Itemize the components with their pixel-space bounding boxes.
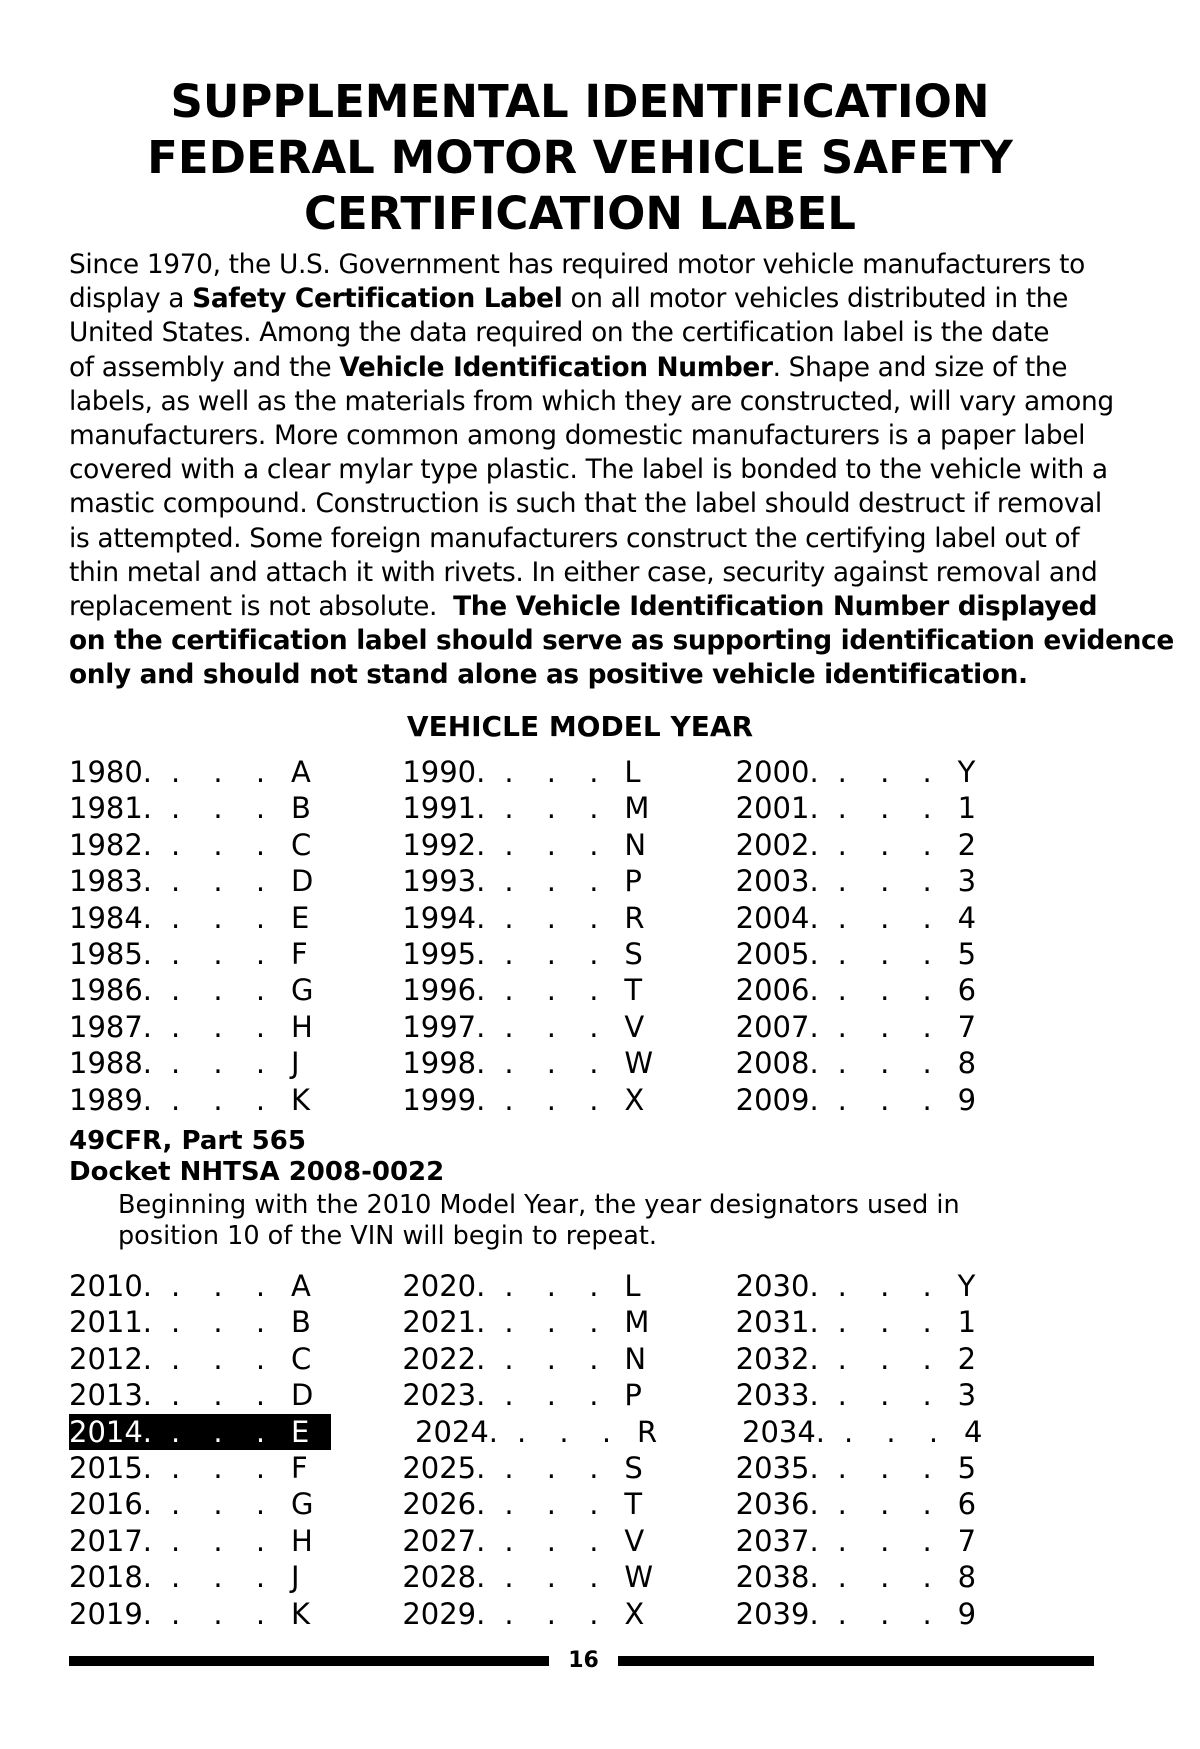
model-year: 1988. [69, 1046, 153, 1081]
leader-dots: . . . [171, 1305, 278, 1340]
leader-dots: . . . [171, 1341, 278, 1376]
model-year: 1997. [402, 1009, 486, 1044]
leader-dots: . . . [171, 900, 278, 935]
intro-paragraph [69, 248, 1174, 693]
year-code: C [291, 1341, 312, 1376]
year-code: 4 [957, 900, 977, 935]
model-year: 2026. [402, 1487, 486, 1522]
model-year: 2011. [69, 1305, 153, 1340]
year-entry [69, 1341, 402, 1377]
year-entry [69, 1450, 402, 1486]
leader-dots: . . . [171, 1560, 278, 1595]
year-code: T [624, 973, 643, 1008]
year-entry [402, 1486, 735, 1522]
year-entry [402, 1304, 735, 1340]
year-row [69, 1304, 1069, 1340]
year-entry [69, 790, 402, 826]
model-year: 1990. [402, 755, 486, 789]
year-code: 3 [957, 864, 977, 899]
model-year: 2004. [735, 900, 819, 935]
leader-dots: . . . [171, 827, 278, 862]
year-entry [69, 1377, 402, 1413]
title-line: FEDERAL MOTOR VEHICLE SAFETY [147, 131, 1013, 184]
year-entry [736, 1450, 1069, 1486]
leader-dots: . . . [837, 900, 944, 935]
model-year: 1981. [69, 791, 153, 826]
year-entry [402, 1341, 735, 1377]
year-code: 5 [957, 936, 977, 971]
leader-dots: . . . [171, 936, 278, 971]
year-entry [736, 754, 1069, 790]
leader-dots: . . . [504, 1596, 611, 1631]
year-code: 3 [957, 1378, 977, 1413]
intro-line: labels, as well as the materials from which they are constructed, will vary among [69, 385, 1114, 417]
leader-dots: . . . [171, 1082, 278, 1117]
year-entry [402, 1559, 735, 1595]
year-entry [69, 972, 402, 1008]
model-year: 2029. [402, 1596, 486, 1631]
year-code: 8 [957, 1560, 977, 1595]
year-code: B [291, 1305, 311, 1340]
model-year: 2007. [735, 1009, 819, 1044]
year-entry [69, 1559, 402, 1595]
model-year: 2001. [735, 791, 819, 826]
model-year: 2003. [735, 864, 819, 899]
leader-dots: . . . [171, 1414, 278, 1449]
year-code: E [291, 900, 310, 935]
leader-dots: . . . [171, 1269, 278, 1303]
intro-line: covered with a clear mylar type plastic. The label is bonded to the vehicle with a [69, 454, 1108, 486]
model-year: 2023. [402, 1378, 486, 1413]
leader-dots: . . . [837, 864, 944, 899]
year-row [69, 1009, 1069, 1045]
leader-dots: . . . [504, 1082, 611, 1117]
year-row [69, 754, 1069, 790]
year-code: K [291, 1596, 311, 1631]
leader-dots: . . . [837, 1082, 944, 1117]
year-row [69, 1414, 1069, 1450]
intro-text: display a [69, 283, 193, 315]
year-code: B [291, 791, 311, 826]
intro-line: thin metal and attach it with rivets. In either case, security against removal and [69, 556, 1098, 588]
intro-text: . Shape and size of the [772, 351, 1068, 383]
year-code: 9 [957, 1082, 977, 1117]
model-year: 2006. [735, 973, 819, 1008]
year-entry [736, 1082, 1069, 1118]
leader-dots: . . . [837, 1378, 944, 1413]
leader-dots: . . . [171, 973, 278, 1008]
leader-dots: . . . [504, 864, 611, 899]
model-year: 1994. [402, 900, 486, 935]
year-code: 7 [957, 1523, 977, 1558]
model-year: 2035. [735, 1450, 819, 1485]
model-year: 1995. [402, 936, 486, 971]
year-code: 5 [957, 1450, 977, 1485]
model-year: 1993. [402, 864, 486, 899]
year-entry [69, 1009, 402, 1045]
regulation-reference [69, 1126, 444, 1188]
year-code: 8 [957, 1046, 977, 1081]
year-entry [69, 1596, 402, 1632]
year-row [69, 1082, 1069, 1118]
year-entry [402, 863, 735, 899]
year-code: X [624, 1596, 645, 1631]
year-entry [415, 1414, 742, 1450]
year-code: R [637, 1414, 658, 1449]
model-year: 1983. [69, 864, 153, 899]
year-entry [69, 827, 402, 863]
year-entry [69, 863, 402, 899]
intro-line: on the certification label should serve as supporting identification evidence [69, 625, 1174, 657]
year-code: 9 [957, 1596, 977, 1631]
year-code: H [291, 1009, 313, 1044]
model-year: 2025. [402, 1450, 486, 1485]
leader-dots: . . . [837, 1560, 944, 1595]
model-year-table-2010-2039 [69, 1268, 1069, 1632]
year-row [69, 1486, 1069, 1522]
model-year: 2021. [402, 1305, 486, 1340]
year-code: 1 [957, 1305, 977, 1340]
leader-dots: . . . [837, 1450, 944, 1485]
intro-line: Since 1970, the U.S. Government has required motor vehicle manufacturers to [69, 249, 1085, 280]
note-line: Beginning with the 2010 Model Year, the year designators used in [118, 1190, 960, 1220]
leader-dots: . . . [504, 973, 611, 1008]
model-year: 2032. [735, 1341, 819, 1376]
leader-dots: . . . [837, 791, 944, 826]
model-year-heading: VEHICLE MODEL YEAR [406, 710, 754, 743]
leader-dots: . . . [171, 1487, 278, 1522]
year-code: 4 [964, 1414, 983, 1449]
year-code: N [624, 1341, 647, 1376]
year-entry [402, 1009, 735, 1045]
year-code: S [624, 936, 643, 971]
year-entry [69, 1268, 402, 1304]
model-year: 2016. [69, 1487, 153, 1522]
year-entry [736, 827, 1069, 863]
year-code: A [291, 755, 311, 789]
year-code: M [624, 1305, 650, 1340]
intro-text: of assembly and the [69, 351, 340, 383]
intro-emphasis: Safety Certification Label [192, 283, 563, 315]
leader-dots: . . . [504, 791, 611, 826]
leader-dots: . . . [504, 755, 611, 789]
leader-dots: . . . [837, 1305, 944, 1340]
year-code: M [624, 791, 650, 826]
year-entry [736, 1341, 1069, 1377]
year-code: G [291, 1487, 314, 1522]
year-code: 6 [957, 973, 977, 1008]
year-entry [736, 1268, 1069, 1304]
intro-line: is attempted. Some foreign manufacturers construct the certifying label out of [69, 522, 1080, 554]
year-entry [69, 936, 402, 972]
year-entry [736, 863, 1069, 899]
year-code: E [291, 1414, 310, 1449]
year-entry [402, 827, 735, 863]
year-code: A [291, 1269, 311, 1303]
leader-dots: . . . [171, 1596, 278, 1631]
leader-dots: . . . [504, 1009, 611, 1044]
year-entry [736, 1304, 1069, 1340]
year-entry [736, 936, 1069, 972]
year-code: 1 [957, 791, 977, 826]
year-entry [736, 1596, 1069, 1632]
model-year: 1985. [69, 936, 153, 971]
year-code: H [291, 1523, 313, 1558]
year-row [69, 790, 1069, 826]
leader-dots: . . . [504, 1487, 611, 1522]
year-entry [402, 1082, 735, 1118]
model-year: 2008. [735, 1046, 819, 1081]
year-entry [402, 1045, 735, 1081]
year-code: 6 [957, 1487, 977, 1522]
intro-line [69, 590, 1129, 624]
year-entry [402, 1377, 735, 1413]
year-code: W [624, 1046, 654, 1081]
model-year: 2010. [69, 1269, 153, 1303]
model-year: 1992. [402, 827, 486, 862]
year-code: D [291, 864, 314, 899]
year-entry [736, 1523, 1069, 1559]
year-row [69, 827, 1069, 863]
model-year: 2012. [69, 1341, 153, 1376]
leader-dots: . . . [837, 1341, 944, 1376]
model-year: 2030. [735, 1269, 819, 1303]
model-year: 2038. [735, 1560, 819, 1595]
leader-dots: . . . [504, 900, 611, 935]
year-code: G [291, 973, 314, 1008]
leader-dots: . . . [504, 1341, 611, 1376]
year-entry [69, 900, 402, 936]
model-year: 1998. [402, 1046, 486, 1081]
leader-dots: . . . [171, 791, 278, 826]
intro-line: manufacturers. More common among domestic manufacturers is a paper label [69, 420, 1086, 452]
year-row [69, 863, 1069, 899]
year-entry [736, 1009, 1069, 1045]
leader-dots: . . . [837, 1596, 944, 1631]
year-entry [69, 1304, 402, 1340]
year-entry [402, 936, 735, 972]
model-year: 2036. [735, 1487, 819, 1522]
year-code: K [291, 1082, 311, 1117]
year-entry [402, 790, 735, 826]
note-line: position 10 of the VIN will begin to repeat. [118, 1221, 657, 1251]
intro-line: only and should not stand alone as positive vehicle identification. [69, 659, 1028, 691]
model-year-table-1980-2009 [69, 754, 1069, 1118]
year-entry [736, 1045, 1069, 1081]
year-entry [402, 1596, 735, 1632]
year-code: X [624, 1082, 645, 1117]
model-year: 2019. [69, 1596, 153, 1631]
model-year: 1986. [69, 973, 153, 1008]
year-code: W [624, 1560, 654, 1595]
leader-dots: . . . [171, 1009, 278, 1044]
year-code: J [291, 1046, 300, 1081]
leader-dots: . . . [837, 827, 944, 862]
year-row [69, 1377, 1069, 1413]
leader-dots: . . . [171, 1450, 278, 1485]
model-year: 2018. [69, 1560, 153, 1595]
year-code: V [624, 1523, 645, 1558]
repeat-note [118, 1190, 960, 1252]
model-year: 1980. [69, 755, 153, 789]
year-code: S [624, 1450, 643, 1485]
year-code: F [291, 1450, 308, 1485]
year-entry-highlighted [69, 1414, 331, 1450]
year-row [69, 1045, 1069, 1081]
year-row [69, 1523, 1069, 1559]
year-entry [69, 1082, 402, 1118]
year-row [69, 900, 1069, 936]
leader-dots: . . . [171, 755, 278, 789]
year-code: L [624, 1269, 641, 1303]
year-row [69, 1596, 1069, 1632]
leader-dots: . . . [171, 1046, 278, 1081]
model-year: 2020. [402, 1269, 486, 1303]
year-entry [69, 754, 402, 790]
leader-dots: . . . [171, 1378, 278, 1413]
year-entry [736, 1559, 1069, 1595]
model-year: 1984. [69, 900, 153, 935]
model-year: 1989. [69, 1082, 153, 1117]
year-code: P [624, 864, 642, 899]
model-year: 2005. [735, 936, 819, 971]
year-code: P [624, 1378, 642, 1413]
year-entry [736, 790, 1069, 826]
year-entry [736, 900, 1069, 936]
title-line: CERTIFICATION LABEL [304, 187, 856, 240]
leader-dots: . . . [504, 1523, 611, 1558]
model-year: 2015. [69, 1450, 153, 1485]
page-number: 16 [568, 1648, 599, 1673]
year-row [69, 1559, 1069, 1595]
year-code: C [291, 827, 312, 862]
leader-dots: . . . [844, 1414, 951, 1449]
year-row [69, 1450, 1069, 1486]
year-row [69, 972, 1069, 1008]
leader-dots: . . . [504, 1450, 611, 1485]
model-year: 2024. [415, 1414, 499, 1449]
intro-line: mastic compound. Construction is such that the label should destruct if removal [69, 488, 1102, 520]
year-entry [736, 1377, 1069, 1413]
model-year: 2013. [69, 1378, 153, 1413]
model-year: 2037. [735, 1523, 819, 1558]
model-year: 2017. [69, 1523, 153, 1558]
model-year: 2009. [735, 1082, 819, 1117]
model-year: 2031. [735, 1305, 819, 1340]
year-entry [69, 1523, 402, 1559]
year-row [69, 1341, 1069, 1377]
year-code: 2 [957, 827, 977, 862]
leader-dots: . . . [504, 1560, 611, 1595]
footer-rule-right [618, 1656, 1094, 1666]
year-entry [402, 1268, 735, 1304]
leader-dots: . . . [504, 1046, 611, 1081]
year-entry [402, 754, 735, 790]
regulation-line: 49CFR, Part 565 [69, 1126, 306, 1156]
year-entry [402, 900, 735, 936]
model-year: 2027. [402, 1523, 486, 1558]
year-entry [736, 1486, 1069, 1522]
model-year: 1982. [69, 827, 153, 862]
model-year: 2033. [735, 1378, 819, 1413]
leader-dots: . . . [837, 973, 944, 1008]
intro-line [69, 282, 1129, 316]
year-code: Y [957, 755, 976, 789]
leader-dots: . . . [837, 1269, 944, 1303]
year-entry [402, 972, 735, 1008]
regulation-line: Docket NHTSA 2008-0022 [69, 1157, 445, 1187]
model-year: 2028. [402, 1560, 486, 1595]
intro-emphasis: Vehicle Identification Number [339, 351, 773, 383]
year-entry [742, 1414, 1069, 1450]
year-entry [69, 1486, 402, 1522]
year-code: 2 [957, 1341, 977, 1376]
model-year: 2000. [735, 755, 819, 789]
year-code: N [624, 827, 647, 862]
intro-line: United States. Among the data required on the certification label is the date [69, 317, 1050, 349]
intro-text: replacement is not absolute. [69, 591, 454, 623]
leader-dots: . . . [504, 1269, 611, 1303]
year-entry [736, 972, 1069, 1008]
year-code: 7 [957, 1009, 977, 1044]
model-year: 2022. [402, 1341, 486, 1376]
year-entry [69, 1045, 402, 1081]
intro-text: on all motor vehicles distributed in the [562, 283, 1069, 315]
leader-dots: . . . [837, 936, 944, 971]
year-code: V [624, 1009, 645, 1044]
year-entry [402, 1450, 735, 1486]
year-row [69, 1268, 1069, 1304]
year-entry [402, 1523, 735, 1559]
model-year: 1996. [402, 973, 486, 1008]
year-row [69, 936, 1069, 972]
page-title [0, 74, 1160, 242]
model-year: 1987. [69, 1009, 153, 1044]
year-code: J [291, 1560, 300, 1595]
leader-dots: . . . [517, 1414, 624, 1449]
year-code: T [624, 1487, 643, 1522]
year-code: R [624, 900, 645, 935]
leader-dots: . . . [504, 936, 611, 971]
leader-dots: . . . [837, 1009, 944, 1044]
year-code: Y [957, 1269, 976, 1303]
intro-line [69, 351, 1129, 385]
year-code: F [291, 936, 308, 971]
leader-dots: . . . [837, 1523, 944, 1558]
intro-emphasis: The Vehicle Identification Number displayed [453, 591, 1098, 623]
model-year: 2014. [69, 1414, 153, 1449]
year-code: L [624, 755, 641, 789]
year-code: D [291, 1378, 314, 1413]
leader-dots: . . . [837, 755, 944, 789]
leader-dots: . . . [171, 1523, 278, 1558]
model-year: 2002. [735, 827, 819, 862]
leader-dots: . . . [171, 864, 278, 899]
model-year: 2034. [742, 1414, 826, 1449]
model-year: 1999. [402, 1082, 486, 1117]
leader-dots: . . . [504, 1305, 611, 1340]
model-year: 2039. [735, 1596, 819, 1631]
footer-rule-left [69, 1656, 549, 1666]
model-year: 1991. [402, 791, 486, 826]
leader-dots: . . . [504, 827, 611, 862]
leader-dots: . . . [504, 1378, 611, 1413]
leader-dots: . . . [837, 1046, 944, 1081]
title-line: SUPPLEMENTAL IDENTIFICATION [170, 75, 990, 128]
leader-dots: . . . [837, 1487, 944, 1522]
